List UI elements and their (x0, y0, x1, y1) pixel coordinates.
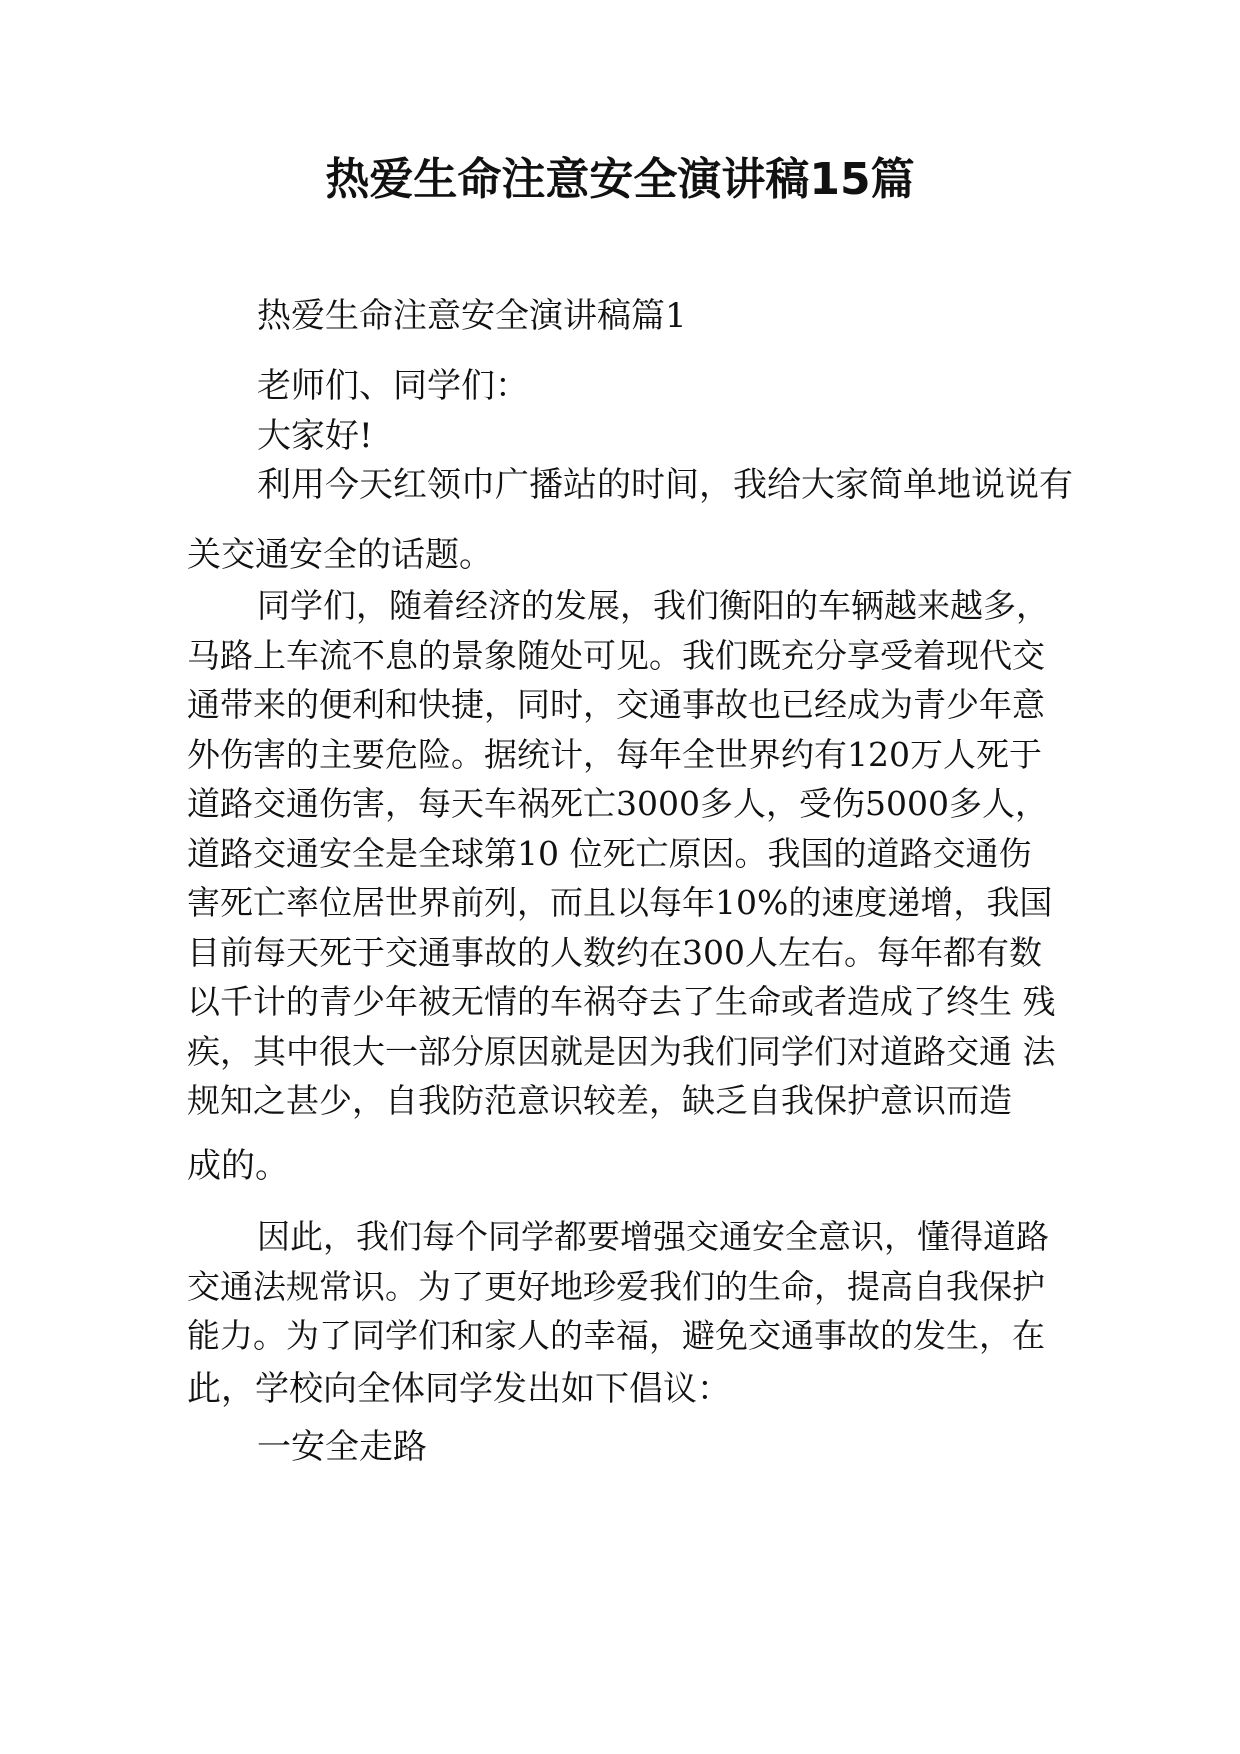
paragraph-traffic-statistics: 同学们，随着经济的发展，我们衡阳的车辆越来越多，马路上车流不息的景象随处可见。我们既充分享受着现代交通带来的便利和快捷，同时，交通事故也已经成为青少年意外伤害的主要危险。据统计，每年全世界约有120万人死于 道路交通伤害，每天车祸死亡3000多人，受伤5000多人， 道路交通安全是全球第10 位死亡原因。我国的道路交通伤 害死亡率位居世界前列，而且以每年10%的速度递增，我国 目前每天死于交通事故的人数约在300人左右。每年都有数 以千计的青少年被无情的车祸夺去了生命或者造成了终生 残疾，其中很大一部分原因就是因为我们同学们对道路交通 法规知之甚少，自我防范意识较差，缺乏自我保护意识而造 (187, 586, 1056, 1120)
section-heading: 热爱生命注意安全演讲稿篇1 (257, 296, 687, 336)
intro-line-2: 关交通安全的话题。 (187, 535, 493, 575)
intro-line-1: 利用今天红领巾广播站的时间，我给大家简单地说说有 (257, 465, 1073, 505)
paragraph-traffic-statistics-end: 成的。 (187, 1146, 289, 1186)
document-title: 热爱生命注意安全演讲稿15篇 (325, 154, 915, 205)
paragraph-initiative: 因此，我们每个同学都要增强交通安全意识，懂得道路交通法规常识。为了更好地珍爱我们的生命，提高自我保护能力。为了同学们和家人的幸福，避免交通事故的发生，在 (187, 1217, 1049, 1355)
salutation: 老师们、同学们： (257, 366, 529, 406)
greeting: 大家好! (257, 416, 373, 456)
paragraph-initiative-end: 此，学校向全体同学发出如下倡议： (187, 1369, 731, 1409)
list-item-safe-walking: 一安全走路 (257, 1427, 427, 1467)
